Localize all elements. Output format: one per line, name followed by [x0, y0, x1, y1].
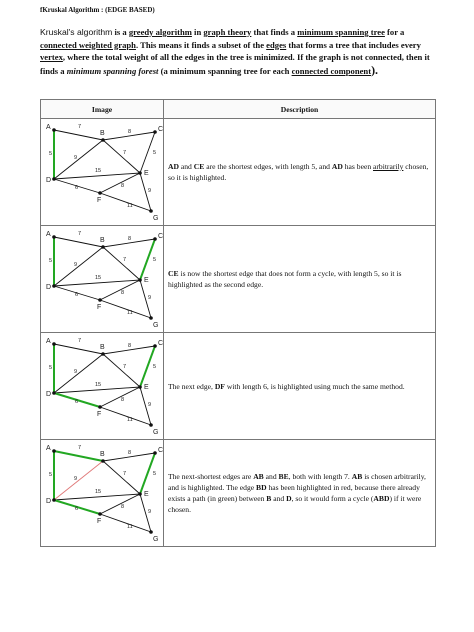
- node-f: [98, 191, 102, 195]
- node-label: E: [144, 170, 149, 177]
- node-d: [52, 177, 56, 181]
- column-header-image: Image: [41, 100, 164, 119]
- edge-weight-label: 8: [128, 450, 132, 456]
- edge-weight-label: 9: [74, 262, 78, 268]
- link-minimum-spanning-tree[interactable]: minimum spanning tree: [297, 27, 385, 37]
- edge-weight-label: 5: [49, 151, 53, 157]
- edge-weight-label: 7: [78, 124, 82, 130]
- node-label: D: [46, 498, 52, 505]
- description-cell: The next edge, DF with length 6, is highlighted using much the same method.: [164, 333, 436, 440]
- edge-weight-label: 8: [121, 290, 125, 296]
- node-f: [98, 512, 102, 516]
- node-b: [101, 138, 105, 142]
- table-row: [41, 333, 436, 440]
- node-label: B: [100, 344, 105, 351]
- node-label: D: [46, 391, 52, 398]
- page-header: fKruskal Algorithm : (EDGE BASED): [40, 6, 155, 14]
- edge-weight-label: 7: [78, 231, 82, 237]
- node-c: [153, 237, 157, 241]
- edge-weight-label: 7: [123, 364, 127, 370]
- edge-weight-label: 5: [153, 150, 157, 156]
- node-d: [52, 498, 56, 502]
- node-g: [149, 209, 153, 213]
- edge-weight-label: 5: [153, 471, 157, 477]
- node-b: [101, 459, 105, 463]
- intro-paragraph: Kruskal's algorithm is a greedy algorithm in graph theory that finds a minimum spanning tree for a connected weighted graph. This means it finds a subset of the edges that forms a tree that includes every vertex, where the total weight of all the edges in the tree is minimized. If the graph is not connected, then it finds a minimum spanning forest (a minimum spanning tree for each connected component).: [40, 27, 430, 77]
- node-c: [153, 451, 157, 455]
- node-e: [138, 492, 142, 496]
- node-a: [52, 235, 56, 239]
- column-header-description: Description: [164, 100, 436, 119]
- node-d: [52, 284, 56, 288]
- edge-weight-label: 5: [153, 257, 157, 263]
- edge-weight-label: 7: [123, 150, 127, 156]
- table-row: [41, 119, 436, 226]
- node-g: [149, 316, 153, 320]
- edge-weight-label: 6: [75, 185, 79, 191]
- edge-weight-label: 11: [127, 417, 133, 423]
- node-f: [98, 405, 102, 409]
- node-g: [149, 530, 153, 534]
- description-cell: The next-shortest edges are AB and BE, both with length 7. AB is chosen arbitrarily, and is highlighted. The edge BD has been highlighted in red, because there already exists a path (in green) between B and D, so it would form a cycle (ABD) if it were chosen.: [164, 440, 436, 547]
- edge-weight-label: 8: [121, 504, 125, 510]
- edge-weight-label: 9: [148, 188, 152, 194]
- edge-f-g: [100, 514, 151, 532]
- edge-weight-label: 11: [127, 524, 133, 530]
- intro-term: Kruskal's algorithm: [40, 27, 113, 37]
- node-label: A: [46, 231, 51, 238]
- edge-f-g: [100, 407, 151, 425]
- edge-weight-label: 7: [123, 257, 127, 263]
- edge-weight-label: 6: [75, 506, 79, 512]
- node-b: [101, 245, 105, 249]
- edge-weight-label: 9: [148, 295, 152, 301]
- graph-image-cell: [41, 440, 164, 547]
- edge-weight-label: 9: [74, 369, 78, 375]
- node-label: C: [158, 126, 163, 133]
- description-cell: AD and CE are the shortest edges, with length 5, and AD has been arbitrarily chosen, so it is highlighted.: [164, 119, 436, 226]
- node-label: A: [46, 445, 51, 452]
- graph-image-cell: [41, 119, 164, 226]
- node-label: D: [46, 284, 52, 291]
- node-label: F: [97, 411, 102, 418]
- node-label: G: [153, 536, 159, 543]
- link-vertex[interactable]: vertex: [40, 52, 63, 63]
- node-label: E: [144, 277, 149, 284]
- edge-a-b: [54, 451, 103, 461]
- node-f: [98, 298, 102, 302]
- node-e: [138, 171, 142, 175]
- edge-weight-label: 6: [75, 292, 79, 298]
- graph-image: [41, 440, 163, 546]
- graph-image-cell: [41, 226, 164, 333]
- edge-weight-label: 9: [148, 509, 152, 515]
- node-label: B: [100, 237, 105, 244]
- edge-weight-label: 5: [49, 365, 53, 371]
- node-label: B: [100, 130, 105, 137]
- edge-b-e: [103, 461, 140, 494]
- edge-weight-label: 11: [127, 203, 133, 209]
- node-label: A: [46, 124, 51, 131]
- node-c: [153, 344, 157, 348]
- edge-weight-label: 7: [78, 445, 82, 451]
- edge-weight-label: 8: [128, 129, 132, 135]
- edge-weight-label: 5: [153, 364, 157, 370]
- edge-f-g: [100, 300, 151, 318]
- node-label: C: [158, 340, 163, 347]
- edge-b-e: [103, 247, 140, 280]
- edge-b-e: [103, 354, 140, 387]
- node-label: E: [144, 491, 149, 498]
- edge-b-e: [103, 140, 140, 173]
- node-label: F: [97, 197, 102, 204]
- edge-weight-label: 5: [49, 472, 53, 478]
- link-connected-component[interactable]: connected component: [291, 65, 372, 76]
- node-a: [52, 128, 56, 132]
- node-label: F: [97, 518, 102, 525]
- node-e: [138, 385, 142, 389]
- node-label: E: [144, 384, 149, 391]
- edge-weight-label: 15: [95, 275, 102, 281]
- table-row: [41, 226, 436, 333]
- steps-table: [40, 99, 436, 547]
- edge-weight-label: 8: [128, 343, 132, 349]
- link-graph-theory[interactable]: graph theory: [203, 27, 252, 37]
- link-edges[interactable]: edges: [266, 39, 287, 50]
- node-g: [149, 423, 153, 427]
- link-greedy-algorithm[interactable]: greedy algorithm: [128, 27, 192, 37]
- edge-a-b: [54, 237, 103, 247]
- edge-weight-label: 8: [128, 236, 132, 242]
- edge-weight-label: 8: [121, 183, 125, 189]
- graph-image: [41, 119, 163, 225]
- edge-weight-label: 5: [49, 258, 53, 264]
- edge-f-g: [100, 193, 151, 211]
- edge-weight-label: 15: [95, 489, 102, 495]
- edge-weight-label: 11: [127, 310, 133, 316]
- node-label: D: [46, 177, 52, 184]
- node-label: C: [158, 447, 163, 454]
- node-label: F: [97, 304, 102, 311]
- node-label: A: [46, 338, 51, 345]
- edge-weight-label: 7: [123, 471, 127, 477]
- node-label: G: [153, 322, 159, 329]
- link-arbitrarily[interactable]: arbitrarily: [373, 162, 404, 171]
- graph-image-cell: [41, 333, 164, 440]
- description-cell: CE is now the shortest edge that does not form a cycle, with length 5, so it is highlighted as the second edge.: [164, 226, 436, 333]
- node-b: [101, 352, 105, 356]
- node-label: C: [158, 233, 163, 240]
- node-label: B: [100, 451, 105, 458]
- edge-a-b: [54, 130, 103, 140]
- edge-a-b: [54, 344, 103, 354]
- edge-weight-label: 9: [148, 402, 152, 408]
- edge-weight-label: 15: [95, 168, 102, 174]
- edge-weight-label: 15: [95, 382, 102, 388]
- node-label: G: [153, 429, 159, 436]
- graph-image: [41, 226, 163, 332]
- node-a: [52, 449, 56, 453]
- node-d: [52, 391, 56, 395]
- node-a: [52, 342, 56, 346]
- node-c: [153, 130, 157, 134]
- edge-weight-label: 8: [121, 397, 125, 403]
- node-label: G: [153, 215, 159, 222]
- edge-e-f: [100, 494, 140, 514]
- edge-weight-label: 6: [75, 399, 79, 405]
- link-connected-weighted-graph[interactable]: connected weighted graph: [40, 39, 136, 50]
- node-e: [138, 278, 142, 282]
- graph-image: [41, 333, 163, 439]
- table-row: [41, 440, 436, 547]
- edge-weight-label: 7: [78, 338, 82, 344]
- edge-e-f: [100, 173, 140, 193]
- edge-e-f: [100, 387, 140, 407]
- edge-weight-label: 9: [74, 476, 78, 482]
- edge-weight-label: 9: [74, 155, 78, 161]
- edge-e-f: [100, 280, 140, 300]
- table-header-row: [41, 100, 436, 119]
